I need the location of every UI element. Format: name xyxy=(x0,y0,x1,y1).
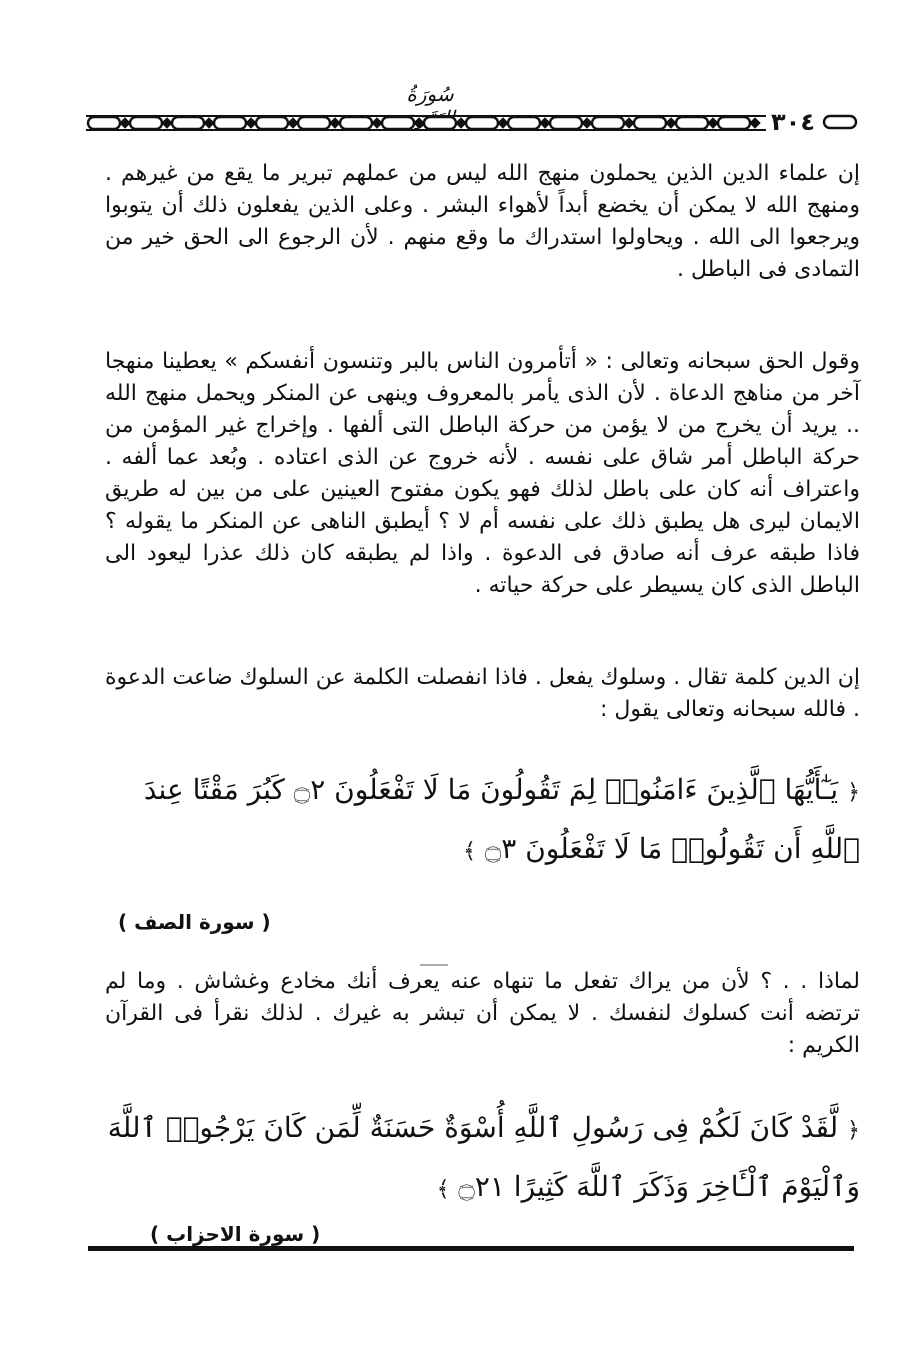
page-number: ٣٠٤ xyxy=(771,108,815,136)
surah-reference-ahzab: ( سورة الاحزاب ) xyxy=(150,1222,321,1246)
verse-open-ornament: ﴿ xyxy=(847,1118,860,1143)
paragraph-2: وقول الحق سبحانه وتعالى : « أتأمرون الناس بالبر وتنسون أنفسكم » يعطينا منهجا آخر من مناهج الدعاة . لأن الذى يأمر بالمعروف وينهى عن المنكر ويحمل منهج الله .. يريد أن يخرج من لا يؤمن من حركة الباطل التى ألفها . وإخراج غير المؤمن من حركة الباطل أمر شاق على نفسه . لأنه خروج عن الذى اعتاده . وبُعد عما ألفه . واعتراف أنه كان على باطل لذلك فهو يكون مفتوح العينين على من بين له طريق الايمان ليرى هل يطبق ذلك على نفسه أم لا ؟ أيطبق الناهى عن المنكر ما يقوله ؟ فاذا طبقه عرف أنه صادق فى الدعوة . واذا لم يطبقه كان ذلك عذرا ليعود الى الباطل الذى كان يسيطر على حركة حياته . xyxy=(105,349,860,598)
bottom-rule xyxy=(88,1246,854,1251)
verse-close-ornament: ﴾ xyxy=(463,839,476,864)
quran-verse-saff xyxy=(100,762,860,880)
verse-close-ornament: ﴾ xyxy=(436,1177,450,1202)
quran-verse-text: لَّقَدْ كَانَ لَكُمْ فِى رَسُولِ ٱللَّهِ أُسْوَةٌ حَسَنَةٌ لِّمَن كَانَ يَرْجُوا۟ ٱللَّهَ وَٱلْيَوْمَ ٱلْـَٔاخِرَ وَذَكَرَ ٱللَّهَ كَثِيرًا ۝٢١ xyxy=(107,1111,860,1203)
quran-verse-text: يَـٰٓأَيُّهَا ٱلَّذِينَ ءَامَنُوا۟ لِمَ تَقُولُونَ مَا لَا تَفْعَلُونَ ۝٢ كَبُرَ مَقْتًا عِندَ ٱللَّهِ أَن تَقُولُوا۟ مَا لَا تَفْعَلُونَ ۝٣ xyxy=(143,773,860,865)
paragraph-3: إن الدين كلمة تقال . وسلوك يفعل . فاذا انفصلت الكلمة عن السلوك ضاعت الدعوة . فالله سبحانه وتعالى يقول : xyxy=(105,665,860,722)
quran-verse-ahzab xyxy=(100,1100,860,1218)
header-end-ornament xyxy=(822,114,858,130)
ornamental-header-rule xyxy=(86,112,766,134)
surah-reference-saff: ( سورة الصف ) xyxy=(118,910,271,934)
paragraph-4: لماذا . . ؟ لأن من يراك تفعل ما تنهاه عنه يعرف أنك مخادع وغشاش . وما لم ترتضه أنت كسلوك لنفسك . لا يمكن أن تبشر به غيرك . لذلك نقرأ فى القرآن الكريم : xyxy=(105,969,860,1058)
paragraph-1: إن علماء الدين الذين يحملون منهج الله ليس من عملهم تبرير ما يقع من غيرهم . ومنهج الله لا يمكن أن يخضع أبداً لأهواء البشر . وعلى الذين يفعلون ذلك أن يتوبوا ويرجعوا الى الله . ويحاولوا استدراك ما وقع منهم . لأن الرجوع الى الحق خير من التمادى فى الباطل . xyxy=(105,161,860,282)
verse-open-ornament: ﴿ xyxy=(847,780,860,805)
surah-title: سُورَةُ xyxy=(406,82,454,106)
